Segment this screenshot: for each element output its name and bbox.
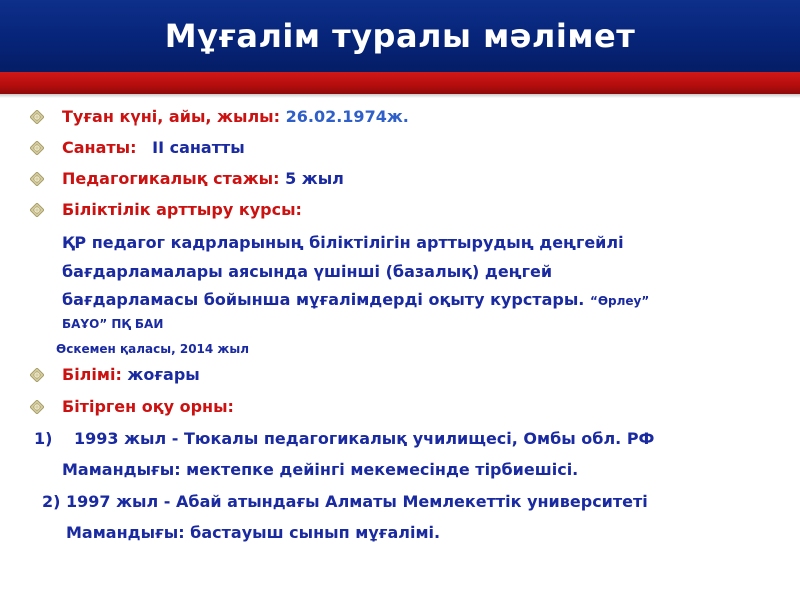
courses-label: Біліктілік арттыру курсы: <box>62 200 302 219</box>
category-label: Санаты: <box>62 138 137 157</box>
institution-1-specialty: Мамандығы: мектепке дейінгі мекемесінде тірбиешісі. <box>62 460 579 479</box>
birth-date-label: Туған күні, айы, жылы: <box>62 107 281 126</box>
diamond-bullet-icon <box>30 172 44 186</box>
experience-label: Педагогикалық стажы: <box>62 169 280 188</box>
courses-org-2: БАҰО” ПҚ БАИ <box>62 317 164 331</box>
institution-2: 2) 1997 жыл - Абай атындағы Алматы Мемлекеттік университеті <box>42 492 648 511</box>
birth-date-value: 26.02.1974ж. <box>285 107 409 126</box>
courses-line-1: ҚР педагог кадрларының біліктілігін арттырудың деңгейлі <box>62 233 624 252</box>
diamond-bullet-icon <box>30 203 44 217</box>
diamond-bullet-icon <box>30 400 44 414</box>
page-title: Мұғалім туралы мәлімет <box>164 17 636 55</box>
institution-1: 1993 жыл - Тюкалы педагогикалық училищесі, Омбы обл. РФ <box>74 429 655 448</box>
diamond-bullet-icon <box>30 368 44 382</box>
institution-1-number: 1) <box>34 429 53 448</box>
institution-2-specialty: Мамандығы: бастауыш сынып мұғалімі. <box>66 523 441 542</box>
courses-org-1: “Өрлеу” <box>589 294 650 308</box>
courses-line-3-row <box>62 290 649 311</box>
education-value: жоғары <box>127 365 200 384</box>
courses-line-3: бағдарламасы бойынша мұғалімдерді оқыту курстары. <box>62 290 585 309</box>
category-value: II санатты <box>152 138 245 157</box>
education-row <box>62 365 200 385</box>
experience-value: 5 жыл <box>285 169 344 188</box>
education-label: Білімі: <box>62 365 122 384</box>
birth-date-row <box>62 107 409 127</box>
diamond-bullet-icon <box>30 141 44 155</box>
courses-city: Өскемен қаласы, 2014 жыл <box>56 342 250 356</box>
courses-line-2: бағдарламалары аясында үшінші (базалық) деңгей <box>62 262 553 281</box>
category-row <box>62 138 245 158</box>
diamond-bullet-icon <box>30 110 44 124</box>
experience-row <box>62 169 344 189</box>
institution-label: Бітірген оқу орны: <box>62 397 234 416</box>
